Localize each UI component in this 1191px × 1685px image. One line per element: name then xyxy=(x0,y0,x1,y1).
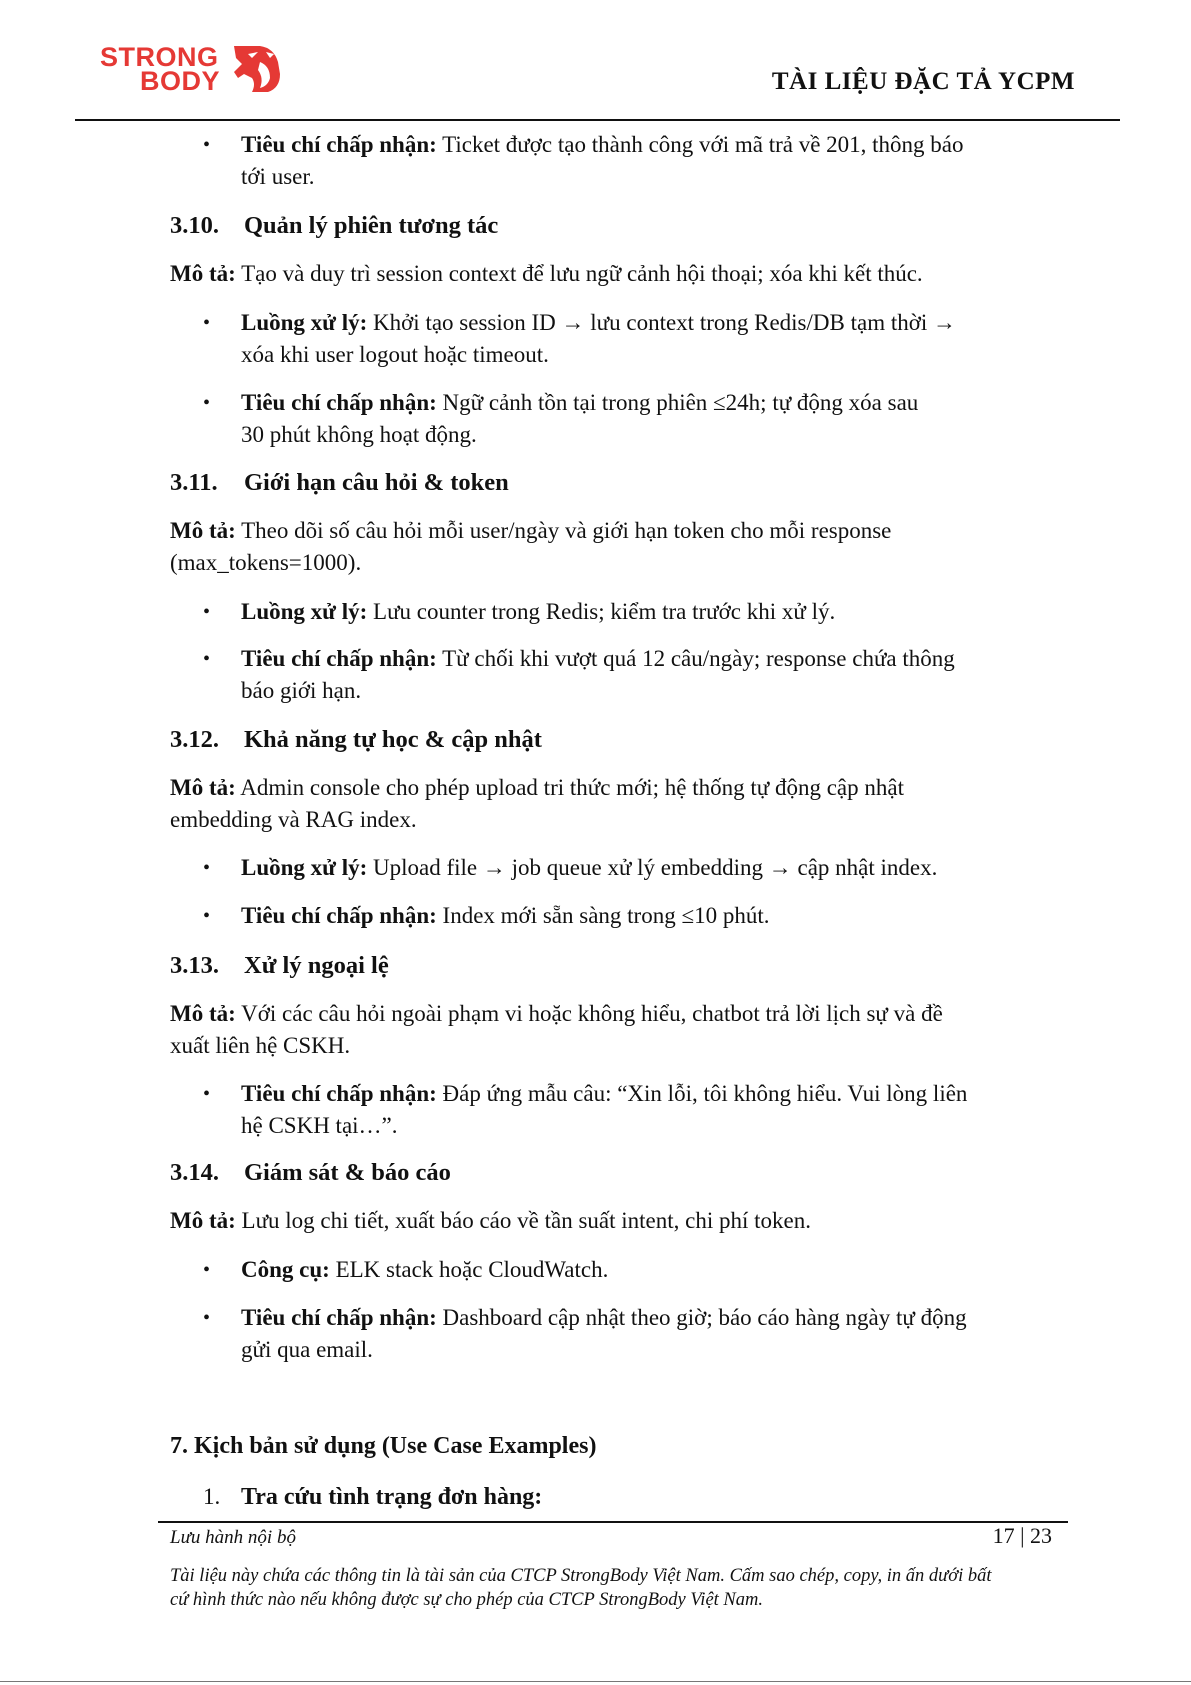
desc-text: embedding và RAG index. xyxy=(170,807,417,832)
page-number: 17 | 23 xyxy=(992,1523,1052,1548)
desc-label: Mô tả: xyxy=(170,1001,236,1026)
list-item xyxy=(203,1302,1083,1366)
desc-label: Mô tả: xyxy=(170,518,236,543)
bullet-dot: • xyxy=(203,857,211,879)
bullet-label: Luồng xử lý: xyxy=(241,855,368,880)
bullet-text: Ngữ cảnh tồn tại trong phiên ≤24h; tự động xóa sau xyxy=(436,390,919,415)
bullet-text: Từ chối khi vượt quá 12 câu/ngày; response chứa thông xyxy=(436,646,955,671)
list-number: 1. xyxy=(203,1484,221,1509)
bullet-text: Dashboard cập nhật theo giờ; báo cáo hàng ngày tự động xyxy=(436,1305,967,1330)
section-title: Xử lý ngoại lệ xyxy=(244,952,389,979)
header-divider xyxy=(75,119,1120,121)
list-item xyxy=(203,596,1083,628)
section-description xyxy=(170,772,1075,836)
bullet-text: gửi qua email. xyxy=(241,1337,373,1362)
section-heading-3-11 xyxy=(170,469,509,497)
section-number: 3.13. xyxy=(170,952,219,979)
bullet-label: Tiêu chí chấp nhận: xyxy=(241,1081,437,1106)
desc-text: xuất liên hệ CSKH. xyxy=(170,1033,351,1058)
bullet-text: Đáp ứng mẫu câu: “Xin lỗi, tôi không hiểu. Vui lòng liên xyxy=(436,1081,968,1106)
bullet-text: Lưu counter trong Redis; kiểm tra trước khi xử lý. xyxy=(367,599,836,624)
bullet-dot: • xyxy=(203,905,211,927)
bullet-dot: • xyxy=(203,392,211,414)
desc-text: Theo dõi số câu hỏi mỗi user/ngày và giới hạn token cho mỗi response xyxy=(235,518,892,543)
section-title: Giới hạn câu hỏi & token xyxy=(244,469,509,496)
bullet-label: Tiêu chí chấp nhận: xyxy=(241,390,437,415)
bullet-label: Tiêu chí chấp nhận: xyxy=(241,132,437,157)
desc-text: Lưu log chi tiết, xuất báo cáo về tần suất intent, chi phí token. xyxy=(235,1208,811,1233)
list-item xyxy=(203,900,1083,932)
bullet-dot: • xyxy=(203,1307,211,1329)
bullet-text: Ticket được tạo thành công với mã trả về 201, thông báo xyxy=(436,132,964,157)
bullet-text: xóa khi user logout hoặc timeout. xyxy=(241,342,549,367)
company-logo xyxy=(100,44,285,96)
section-heading-3-10 xyxy=(170,212,498,240)
document-title: TÀI LIỆU ĐẶC TẢ YCPM xyxy=(771,68,1075,95)
bullet-text: Upload file → job queue xử lý embedding → cập nhật index. xyxy=(367,855,938,880)
list-item xyxy=(203,1078,1083,1142)
disclaimer-line: Tài liệu này chứa các thông tin là tài sản của CTCP StrongBody Việt Nam. Cấm sao chép, copy, in ấn dưới bất xyxy=(170,1566,992,1586)
list-item xyxy=(203,387,1083,451)
desc-text: Tạo và duy trì session context để lưu ngữ cảnh hội thoại; xóa khi kết thúc. xyxy=(235,261,923,286)
bullet-label: Công cụ: xyxy=(241,1257,330,1282)
section-number: 3.11. xyxy=(170,469,218,496)
bullet-dot: • xyxy=(203,601,211,623)
list-item-title: Tra cứu tình trạng đơn hàng: xyxy=(241,1484,543,1510)
logo-text-body: BODY xyxy=(140,66,221,96)
section-title: Khả năng tự học & cập nhật xyxy=(244,726,542,753)
section-heading-3-13 xyxy=(170,952,389,980)
bullet-label: Tiêu chí chấp nhận: xyxy=(241,1305,437,1330)
section-number: 3.14. xyxy=(170,1159,219,1186)
list-item xyxy=(203,852,1083,884)
bullet-label: Luồng xử lý: xyxy=(241,599,368,624)
bullet-dot: • xyxy=(203,312,211,334)
desc-text: Với các câu hỏi ngoài phạm vi hoặc không hiểu, chatbot trả lời lịch sự và đề xyxy=(235,1001,943,1026)
desc-label: Mô tả: xyxy=(170,1208,236,1233)
desc-text: Admin console cho phép upload tri thức mới; hệ thống tự động cập nhật xyxy=(235,775,904,800)
section-description xyxy=(170,515,1075,579)
desc-label: Mô tả: xyxy=(170,775,236,800)
section-description xyxy=(170,1205,1075,1237)
footer-disclaimer xyxy=(170,1564,1070,1612)
disclaimer-line: cứ hình thức nào nếu không được sự cho phép của CTCP StrongBody Việt Nam. xyxy=(170,1590,763,1610)
section-number: 3.10. xyxy=(170,212,219,239)
bullet-text: ELK stack hoặc CloudWatch. xyxy=(329,1257,609,1282)
section-title: Giám sát & báo cáo xyxy=(244,1159,451,1186)
bullet-label: Luồng xử lý: xyxy=(241,310,368,335)
footer-divider xyxy=(158,1521,1068,1523)
bullet-text: Index mới sẵn sàng trong ≤10 phút. xyxy=(436,903,770,928)
bullet-text: báo giới hạn. xyxy=(241,678,362,703)
bullet-text: hệ CSKH tại…”. xyxy=(241,1113,398,1138)
bullet-label: Tiêu chí chấp nhận: xyxy=(241,903,437,928)
bullet-text: Khởi tạo session ID → lưu context trong Redis/DB tạm thời → xyxy=(367,310,957,335)
bullet-dot: • xyxy=(203,1259,211,1281)
bullet-label: Tiêu chí chấp nhận: xyxy=(241,646,437,671)
list-item xyxy=(203,307,1083,371)
section-heading-3-12 xyxy=(170,726,542,754)
bullet-dot: • xyxy=(203,134,211,156)
footer-circulation-note: Lưu hành nội bộ xyxy=(170,1527,296,1548)
bullet-dot: • xyxy=(203,648,211,670)
logo-text-strong: STRONG xyxy=(100,42,219,72)
bullet-text: 30 phút không hoạt động. xyxy=(241,422,477,447)
section-description xyxy=(170,258,1075,290)
page-bottom-edge xyxy=(0,1681,1191,1682)
list-item xyxy=(203,129,1083,193)
section-description xyxy=(170,998,1075,1062)
list-item xyxy=(203,1481,1083,1513)
list-item xyxy=(203,643,1083,707)
desc-label: Mô tả: xyxy=(170,261,236,286)
desc-text: (max_tokens=1000). xyxy=(170,550,362,575)
bullet-text: tới user. xyxy=(241,164,315,189)
section-heading-3-14 xyxy=(170,1159,451,1187)
section-number: 3.12. xyxy=(170,726,219,753)
list-item xyxy=(203,1254,1083,1286)
horse-head-icon xyxy=(230,44,282,94)
section-heading-7: 7. Kịch bản sử dụng (Use Case Examples) xyxy=(170,1433,597,1459)
section-title: Quản lý phiên tương tác xyxy=(244,212,499,239)
bullet-dot: • xyxy=(203,1083,211,1105)
